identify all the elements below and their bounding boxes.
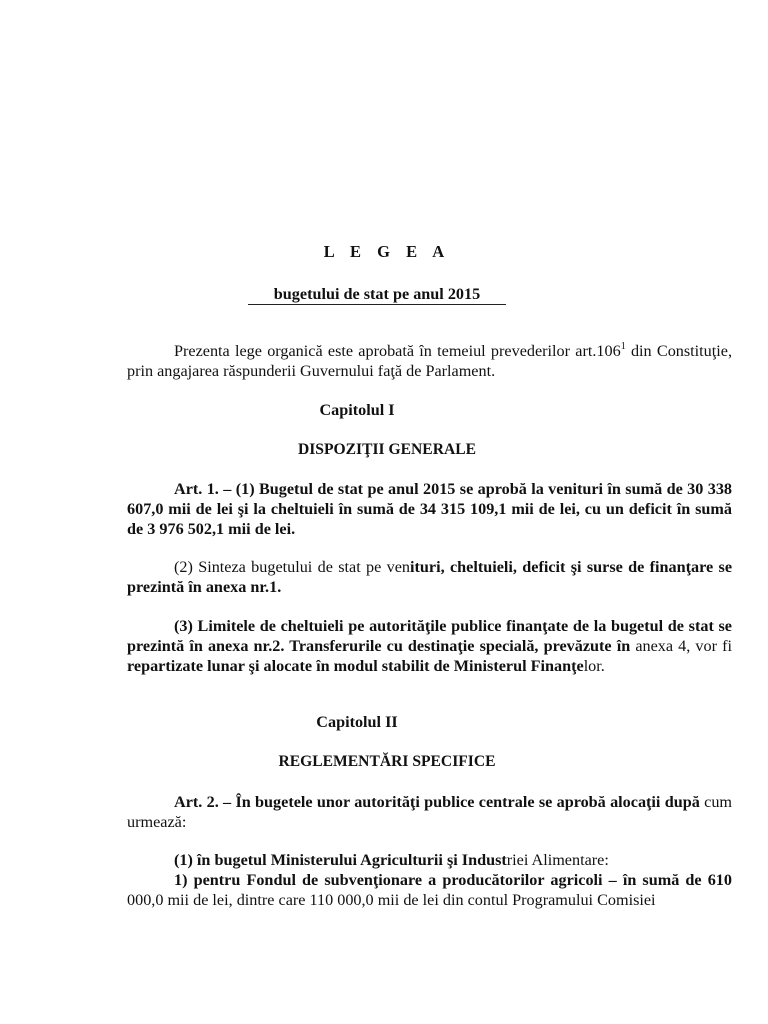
law-title: L E G E A [323,242,451,261]
superscript-mark: 1 [620,340,626,352]
art-2-label: Art. 2. – [174,793,232,811]
art-1-paragraph-3: (3) Limitele de cheltuieli pe autorităţile publice finanţate de la bugetul de stat se prezintă în anexa nr.2. Transferurile cu destinaţie specială, prevăzute în anexa 4, vor fi repartizate lunar şi alocate în modul stabilit de Ministerul Finanţelor. [127,617,733,675]
art-2-item-1-1: 1) pentru Fondul de subvenţionare a producătorilor agricoli – în sumă de 610 000,0 mii de lei, dintre care 110 000,0 mii de lei din contul Programului Comisiei [127,871,732,909]
chapter-2-heading: Capitolul II [316,713,398,731]
chapter-1-heading: Capitolul I [319,401,395,419]
law-subtitle: bugetului de stat pe anul 2015 [273,285,481,303]
art-1-label: Art. 1. – [174,480,232,498]
intro-paragraph: Prezenta lege organică este aprobată în temeiul prevederilor art.106$^1$ din Constituţie, prin angajarea răspunderii Guvernului faţă de Parlament. [127,340,732,380]
art-2-paragraph: Art. 2. – În bugetele unor autorităţi publice centrale se aprobă alocaţii după cum urmează: [127,793,733,831]
subtitle-underline [248,304,506,305]
art-2-item-1: (1) în bugetul Ministerului Agriculturii şi Industriei Alimentare: [174,851,609,869]
art-1-paragraph-1: Art. 1. – (1) Bugetul de stat pe anul 2015 se aprobă la venituri în sumă de 30 338 607,0 mii de lei şi la cheltuieli în sumă de 34 315 109,1 mii de lei, cu un deficit în sumă de 3 976 502,1 mii de lei. [127,480,733,538]
art-1-paragraph-2: (2) Sinteza bugetului de stat pe venituri, cheltuieli, deficit şi surse de finanţare se prezintă în anexa nr.1. [127,558,733,596]
section-general-provisions: DISPOZIŢII GENERALE [297,441,477,458]
section-specific-regulations: REGLEMENTĂRI SPECIFICE [278,753,496,770]
law-subtitle-block [248,284,506,305]
